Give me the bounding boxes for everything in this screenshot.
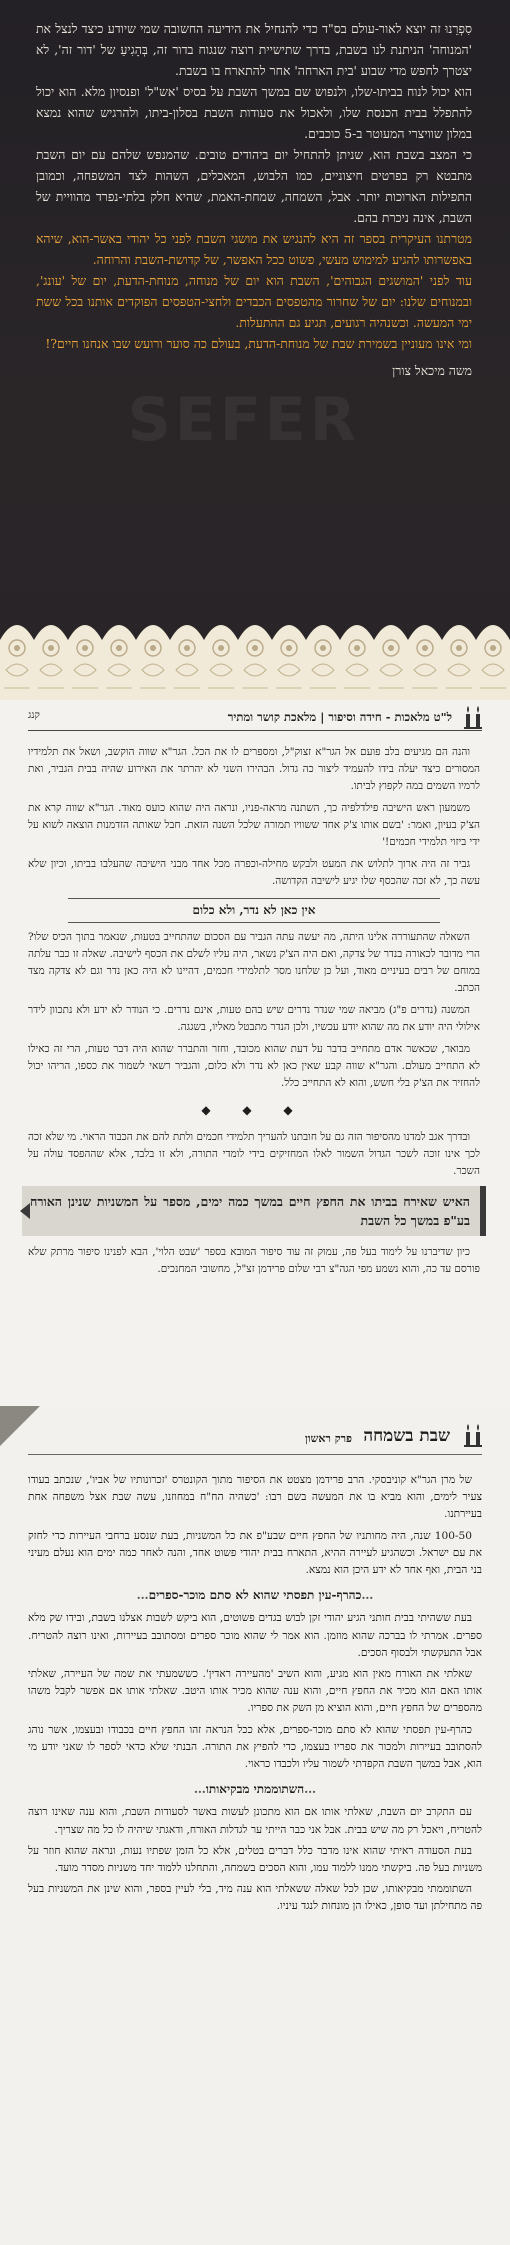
page-bottom-fade: [0, 2235, 510, 2245]
body-paragraph: שאלתי את האורח מאין הוא מגיע, והוא השיב 'מהעיירה ראדין'. כששמעתי את שמה של העיירה, שאלתי אותו האם הוא מכיר את החפץ חיים, והוא ענה שהוא מכיר אותו היטב. שאלתי אותו אם אפשר לקבל משהו מהספרים של החפץ חיים, והוא הוציא מן השק את ספריו.: [28, 1668, 482, 1715]
body-paragraph: בעת הסעודה ראיתי שהוא אינו מדבר כלל דברים בטלים, אלא כל הזמן שפתיו נעות, ונראה שהוא חוזר על משניות בעל פה. ביקשתי ממנו ללמוד עמו, והוא הסכים בשמחה, והתחלנו ללמוד יחד משניות מסדר מועד.: [28, 1844, 482, 1875]
chapter-label: פרק ראשון: [305, 1432, 352, 1445]
arrow-icon: [20, 1203, 30, 1219]
section-heading: … כהרף-עין תפסתי שהוא לא סתם מוכר-ספרים …: [28, 1587, 482, 1604]
book-page: [0, 1406, 510, 2245]
section-divider: ◆ ◆ ◆: [201, 1103, 307, 1117]
body-paragraph: מבואר, שכאשר אדם מתחייב בדבר על דעת שהוא מכובד, וחזר והתברר שהוא היה דבר טעות, הרי זה כאילו לא התחייב מעולם. והגר"א שווה קבע שאין כאן לא נדר ולא כלום, והגביר רשאי לשמור את כספו, הריהו יכול להחזיר את הצ'ק בלי חשש, והוא לא התחייב כלל.: [28, 1043, 480, 1089]
body-paragraph: השאלה שהתעוררה אלינו היתה, מה יעשה עתה הגביר עם הסכום שהתחייב בטעות, שנאמר בתוך הכיס שלו? הרי מדובר לכאורה בנדר של צדקה, ואם היה הצ'ק נשאר, היה עליו לשלם את הכסף לישיבה. שאלה זו כבר עלתה במוחם של רבים בעיניים מאוד, ועל כן שלחנו מסר לתלמידי חכמים, דהיינו לא היה כאן נדר וגם לא צדקה מצד הכתב.: [28, 931, 481, 994]
lace-border-ornament: [0, 600, 510, 700]
running-title: שבת בשמחה: [363, 1426, 450, 1446]
page-body: [28, 744, 480, 1283]
story-banner: [22, 1186, 486, 1236]
body-paragraph: 100-50 שנה, היה מחותניו של החפץ חיים שבע"פ את כל המשניות, בעת שנסע ברחבי העיירות כדי לחזק את עם ישראל. וכשהגיע לעיירה ההיא, התארח בבית יהודי פשוט אחד, והנה לאחר כמה ימים הוא נעלם מעיני בני הבית, ואף אחד לא ידע היכן הוא נמצא.: [28, 1529, 482, 1577]
intro-text: [36, 18, 472, 381]
body-paragraph: עם התקרב יום השבת, שאלתי אותו אם הוא מתכונן לעשות באשר לסעודות השבת, והוא ענה שאינו רוצה להטריח, ויאכל רק מה שיש בבית. אבל אני כבר הייתי ער לגדלות האורח, ודאגתי שיהיה לו כל מה שצריך.: [28, 1806, 482, 1836]
body-paragraph: ובדרך אגב למדנו מהסיפור הזה גם על חובתנו להעריך תלמידי חכמים ולתת להם את הכבוד הראוי. מי שלא זכה לכך אינו זוכה לשכר הגדול השמור לאלו המחזיקים בידי לומדי התורה, ולא זו בלבד, אלא שההפסד עולה על השכר.: [28, 1131, 480, 1177]
candle-icon: [462, 704, 486, 730]
body-paragraph: כיון שדיברנו על לימוד בעל פה, עמוק זה עוד סיפור המובא בספר 'שבט הלוי', הבא לפנינו סיפור מרתק שלא פורסם עד כה, והוא נשמע מפי הגה"צ רבי שלום פרידמן זצ"ל, מחשובי המחנכים.: [28, 1246, 480, 1275]
story-banner-text: האיש שאירח בביתו את החפץ חיים במשך כמה ימים, מספר על המשניות שנינן האורח בע"פ במשך כל השבת: [30, 1194, 470, 1228]
book-page: [0, 700, 510, 1406]
running-header: [28, 1424, 482, 1455]
body-paragraph: כהרף-עין תפסתי שהוא לא סתם מוכר-ספרים, אלא ככל הנראה זהו החפץ חיים בכבודו ובעצמו, אשר נוהג להסתובב בעיירות ולמכור את ספריו בעצמו, כדי להפיץ את התורה. הבנתי שלא כדאי לספר לו שאני יודע מי הוא, אבל במשך השבת הקפדתי לשמור עליו ולכבדו כראוי.: [28, 1723, 482, 1771]
body-paragraph: בעת ששהיתי בבית חותני הגיע יהודי זקן לבוש בגדים פשוטים, הוא ביקש לשבות אצלנו בשבת, ובידו שק מלא ספרים. אמרתי לו בברכה שהוא מוזמן. הוא אמר לי שהוא מוכר ספרים ומסתובב בעיירות, ואינו רוצה להטריח. אבל התעקשתי ולבסוף הסכים.: [28, 1612, 482, 1659]
watermark-text: SEFER: [127, 385, 360, 455]
highlight-paragraph: עוד לפני 'המושגים הגבוהים', השבת הוא יום של מנוחה, מנוחת-הדעת, יום של 'עונג', ובמנוחים שלנו: יום של שחרור מהטפסים הכבדים ולחצי-הטפסים הפוקדים אותנו בכל ששת ימי המעשה. וכשנהיה רגועים, תגיע גם ההתעלות.: [36, 273, 472, 330]
intro-paragraph: סִפְרֵנוּ זה יוצא לאור-עולם בס"ד כדי להנחיל את הידיעה החשובה שמי שיודע כיצד לנצל את 'המנוחה' הניתנת לנו בשבת, בדרך שתישיית רוצה שנגוח בדור זה, בְּהָגִיעַ של 'דור זה', לא יצטרך לחפש מדי שבוע 'בית הארחה' אחר להתארח בו בשבת.: [36, 21, 472, 78]
intro-paragraph: כי המצב בשבת הוא, שניתן להתחיל יום ביהודים טובים. שהמנפש שלהם עם יום השבת מתבטא רק בפרטים חיצוניים, כמו הלבוש, המאכלים, השהות לצד המשפחה, וכמובן התפילות הארוכות יותר. אבל, השמחה, שמחת-האמת, שהיא חלק בלתי-נפרד מהוויית של השבת, אינה ניכרת בהם.: [36, 147, 472, 225]
running-header: [28, 706, 482, 731]
body-paragraph: של מרן הגר"א קוניבסקי. הרב פרידמן מצטט את הסיפור מתוך הקונטרס 'זכרונותיו של אביו', שנכתב בעודו צעיר לימים, והוא מביא בו את המעשה בשם רבו: 'כשהיה הח"ח במחוזנו, עשה שבת אצל משפחה אחת בעיירתנו.: [28, 1474, 482, 1521]
body-paragraph: השתוממתי מבקיאותו, שכן לכל שאלה ששאלתי הוא ענה מיד, בלי לעיין בספר, והוא שינן את המשניות בעל פה מתחילתן ועד סופן, כאילו הן מונחות לנגד עיניו.: [28, 1883, 482, 1913]
candle-icon: [462, 1422, 486, 1448]
running-title: ל"ט מלאכות - חידה וסיפור | מלאכת קושר ומתיר: [227, 710, 452, 724]
page-body: [28, 1472, 482, 1920]
highlight-paragraph: ומי אינו מעוניין בשמירת שבת של מנוחת-הדעת, בעולם כה סוער ורועש שבו אנחנו חיים?!: [45, 336, 472, 351]
body-paragraph: משמעון ראש הישיבה פילדלפיה כך, השתנה מראה-פניו, ונראה היה שהוא כועס מאוד. הגר"א שווה קרא את הצ'ק בעיון, ואמר: 'בשם אותו צ'ק אחד ששוויו תמורה שלכל השנה הזאת. חבל שאותה הזדמנות הוצאה לשוא על ידי ביזוי תלמידי חכמים!': [28, 802, 480, 848]
section-heading: … השתוממתי מבקיאותו …: [28, 1781, 482, 1798]
highlight-paragraph: מטרתנו העיקרית בספר זה היא להנגיש את מושגי השבת לפני כל יהודי באשר-הוא, שיהא באפשרותו להגיע למימוש מעשי, פשוט ככל האפשר, של קדושת-השבת והרוחה.: [36, 231, 472, 267]
body-paragraph: המשנה (נדרים פ"ג) מביאה שמי שנדר נדרים שיש בהם טעות, אינם נדרים. כי הנודר לא ידע ולא נתכוון לידר אילולי היה יודע את מה שהוא יודע עכשיו, ולכן הנדר מתבטל מאליו, בשגגה.: [28, 1004, 480, 1033]
body-paragraph: והנה הם מגיעים בלב פועם אל הגר"א זצוק"ל, ומספרים לו את הכל. הגר"א שווה הוקשב, ושאל את תלמידיו המסורים כיצד יעלה בידו להעמיד ליצור כה גדול. הבהירו השני לא יהרתר את האירוע שהיה בבית הגביר, ואת לרמיו השמים במה לקפוץ לביתו.: [28, 746, 480, 792]
page-number: קנג: [28, 710, 40, 721]
intro-paragraph: הוא יכול לנוח בביתו-שלו, ולנפוש שם במשך השבת על בסיס 'אש"ל' ופנסיון מלא. הוא יכול להתפלל בבית הכנסת שלו, ולאכול את סעודות השבת בסלון-ביתו, ולהרגיש שהוא נמצא במלון שוויצרי המעוטר ב-5 כוכבים.: [36, 84, 472, 141]
section-heading: אין כאן לא נדר, ולא כלום: [68, 898, 440, 923]
intro-page: [0, 0, 510, 700]
body-paragraph: גביר זה היה ארוך לתלוש את המעט ולבקש מחילה-וכפרה מכל אחד מבני הישיבה שהעלבו בביתו, וכיון שלא עשה כך, לא זכה שהכסף שלו יגיע לישיבה הקדושה.: [28, 858, 480, 887]
author-signature: משה מיכאל צורן: [392, 363, 472, 378]
